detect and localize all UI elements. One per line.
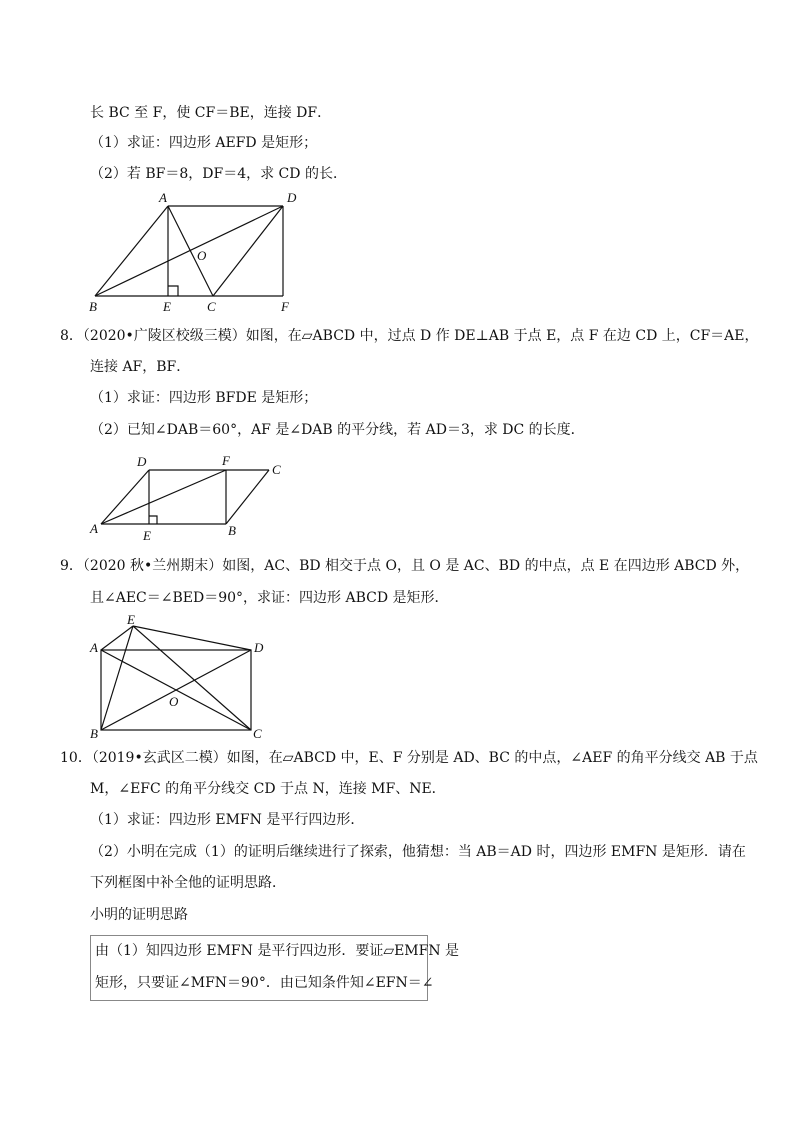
p7-figure — [85, 188, 305, 316]
p9-label-c: C — [253, 726, 262, 740]
p9-label-o: O — [169, 694, 179, 709]
proof-box-line1: 由（1）知四边形 EMFN 是平行四边形．要证▱EMFN 是 — [95, 943, 460, 959]
p9-seg-ec — [133, 626, 251, 730]
p8-label-f: F — [222, 453, 230, 468]
p7-seg-ab — [95, 206, 168, 296]
p8-right-angle-mark — [149, 516, 157, 524]
p10-part2b: 下列框图中补全他的证明思路． — [90, 875, 286, 891]
p7-label-e: E — [163, 299, 171, 314]
p7-label-a: A — [159, 190, 167, 205]
p7-label-d: D — [287, 190, 297, 205]
p10-part2a: （2）小明在完成（1）的证明后继续进行了探索，他猜想：当 AB＝AD 时，四边形 EMFN 是矩形．请在 — [90, 844, 746, 860]
p7-label-o: O — [197, 248, 207, 263]
p8-part1: （1）求证：四边形 BFDE 是矩形； — [90, 390, 318, 406]
proof-outline-box — [90, 935, 460, 1001]
p9-seg-ea — [101, 626, 133, 650]
p8-seg-af — [101, 470, 226, 524]
p9-label-b: B — [90, 726, 98, 740]
p8-seg-ad — [101, 470, 149, 524]
p7-seg-bd — [95, 206, 283, 296]
p9-seg-ed — [133, 626, 251, 650]
p9-seg-eb — [101, 626, 133, 730]
p8-seg-bc — [226, 470, 269, 524]
p8-label-a: A — [90, 521, 98, 536]
p10-caption: 小明的证明思路 — [90, 907, 188, 923]
p9-label-e: E — [127, 612, 135, 627]
p7-part2: （2）若 BF＝8，DF＝4，求 CD 的长． — [90, 166, 347, 182]
p7-label-c: C — [207, 299, 216, 314]
p9-line1: 9．（2020 秋•兰州期末）如图，AC、BD 相交于点 O，且 O 是 AC、BD 的中点，点 E 在四边形 ABCD 外， — [60, 558, 750, 574]
p9-line2: 且∠AEC＝∠BED＝90°，求证：四边形 ABCD 是矩形． — [90, 590, 449, 606]
p8-line1: 8．（2020•广陵区校级三模）如图，在▱ABCD 中，过点 D 作 DE⊥AB 于点 E，点 F 在边 CD 上，CF＝AE， — [60, 328, 759, 344]
p8-label-e: E — [143, 528, 151, 543]
p9-figure — [85, 610, 275, 740]
p8-label-d: D — [137, 454, 147, 469]
p8-line2: 连接 AF，BF． — [90, 359, 191, 375]
p7-label-b: B — [89, 299, 97, 314]
p7-seg-cd — [213, 206, 283, 296]
p7-label-f: F — [281, 299, 289, 314]
proof-box-line2: 矩形，只要证∠MFN＝90°．由已知条件知∠EFN＝∠ — [95, 975, 434, 991]
p10-line2: M，∠EFC 的角平分线交 CD 于点 N，连接 MF、NE． — [90, 781, 446, 797]
p9-label-d: D — [254, 640, 264, 655]
p8-figure — [85, 452, 295, 544]
p10-part1: （1）求证：四边形 EMFN 是平行四边形． — [90, 812, 365, 828]
p9-label-a: A — [90, 640, 98, 655]
p8-label-b: B — [228, 523, 236, 538]
p10-line1: 10．（2019•玄武区二模）如图，在▱ABCD 中，E、F 分别是 AD、BC 的中点，∠AEF 的角平分线交 AB 于点 — [60, 750, 758, 766]
p7-right-angle-mark — [168, 286, 178, 296]
p7-continuation: 长 BC 至 F，使 CF＝BE，连接 DF． — [90, 105, 332, 121]
p8-label-c: C — [272, 462, 281, 477]
p7-part1: （1）求证：四边形 AEFD 是矩形； — [90, 135, 318, 151]
p8-part2: （2）已知∠DAB＝60°，AF 是∠DAB 的平分线，若 AD＝3，求 DC 的长度． — [90, 422, 585, 438]
